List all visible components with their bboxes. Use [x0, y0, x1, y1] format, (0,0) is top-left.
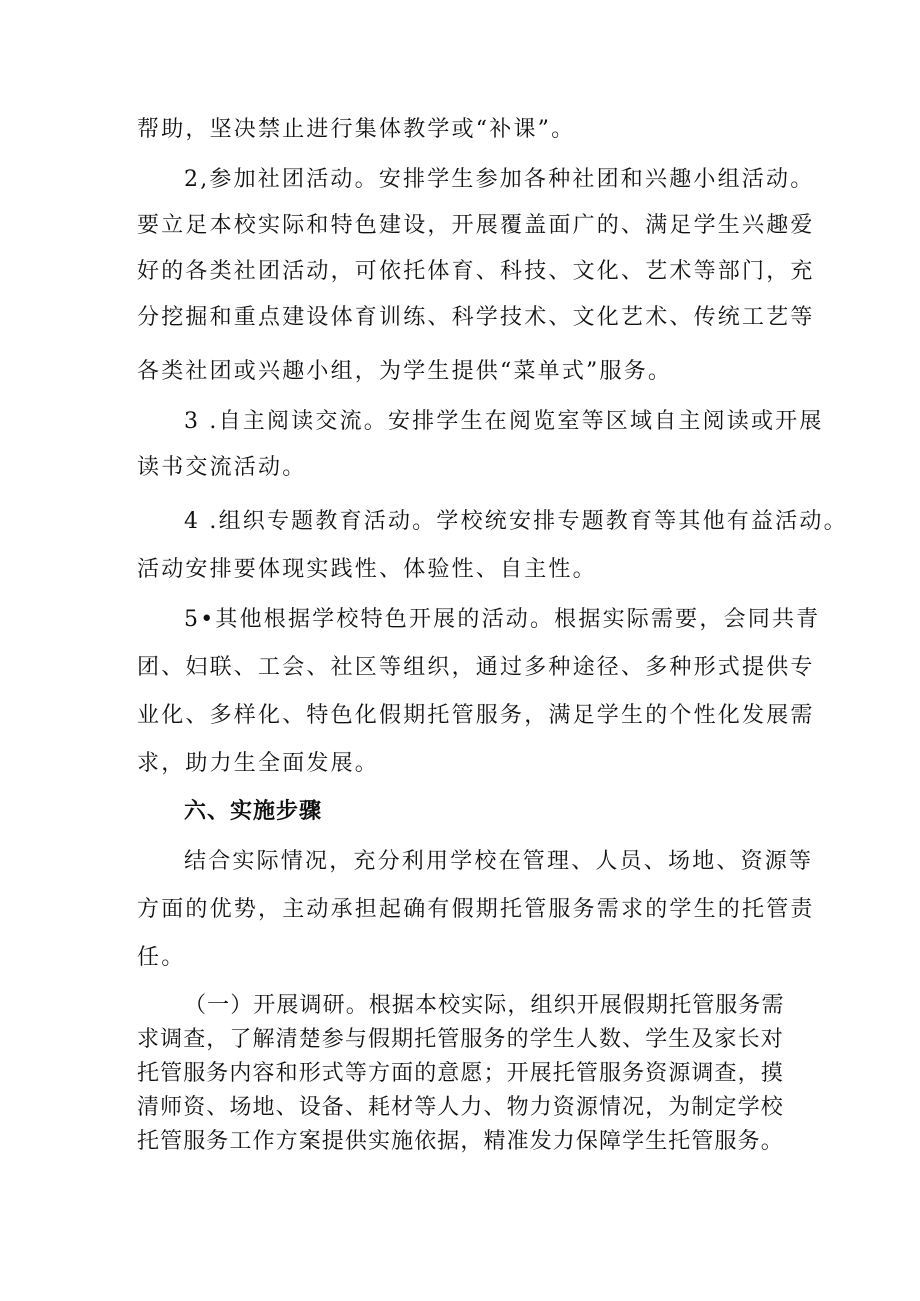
paragraph-line: （一）开展调研。根据本校实际，组织开展假期托管服务需 — [184, 993, 785, 1018]
paragraph-line: 清师资、场地、设备、耗材等人力、物力资源情况，为制定学校 — [137, 1095, 784, 1120]
paragraph-line: 好的各类社团活动，可依托体育、科技、文化、艺术等部门，充 — [137, 259, 815, 284]
paragraph-line: 结合实际情况，充分利用学校在管理、人员、场地、资源等 — [184, 849, 814, 874]
paragraph-line: 读书交流活动。 — [137, 455, 307, 480]
paragraph-line: 方面的优势，主动承担起确有假期托管服务需求的学生的托管责 — [137, 897, 815, 922]
paragraph-line: 要立足本校实际和特色建设，开展覆盖面广的、满足学生兴趣爱 — [137, 213, 815, 238]
paragraph-line: 任。 — [137, 945, 186, 970]
paragraph-line: 求调查，了解清楚参与假期托管服务的学生人数、学生及家长对 — [137, 1027, 784, 1052]
paragraph-line: 2,参加社团活动。安排学生参加各种社团和兴趣小组活动。 — [184, 167, 815, 192]
paragraph-line: 活动安排要体现实践性、体验性、自主性。 — [137, 557, 597, 582]
paragraph-line: 帮助，坚决禁止进行集体教学或“补课”。 — [137, 117, 576, 142]
paragraph-line: 托管服务内容和形式等方面的意愿；开展托管服务资源调查，摸 — [137, 1061, 784, 1086]
paragraph-line: 4 .组织专题教育活动。学校统安排专题教育等其他有益活动。 — [184, 509, 848, 534]
paragraph-line: 求，助力生全面发展。 — [137, 751, 380, 776]
paragraph-line: 团、妇联、工会、社区等组织，通过多种途径、多种形式提供专 — [137, 655, 815, 680]
paragraph-line: 业化、多样化、特色化假期托管服务，满足学生的个性化发展需 — [137, 703, 815, 728]
section-heading: 六、实施步骤 — [184, 799, 323, 824]
paragraph-line: 托管服务工作方案提供实施依据，精准发力保障学生托管服务。 — [137, 1129, 784, 1154]
paragraph-line: 各类社团或兴趣小组，为学生提供“菜单式”服务。 — [137, 359, 673, 384]
paragraph-line: 分挖掘和重点建设体育训练、科学技术、文化艺术、传统工艺等 — [137, 305, 815, 330]
paragraph-line: 5•其他根据学校特色开展的活动。根据实际需要，会同共青 — [184, 607, 821, 632]
paragraph-line: 3 .自主阅读交流。安排学生在阅览室等区域自主阅读或开展 — [184, 409, 824, 434]
